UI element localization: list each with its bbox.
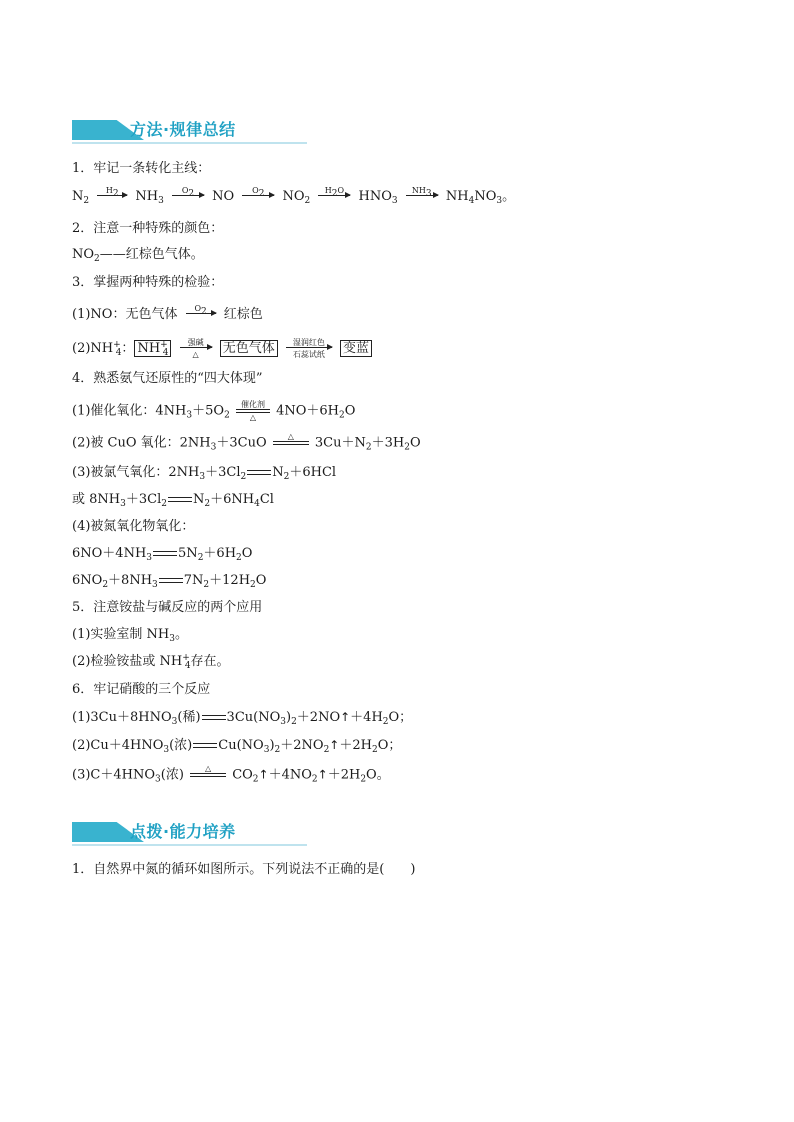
equation-line: $(2)Cu+4HNO_3$(浓) $Cu(NO_3)_2+2NO_2↑+2H_2O$； [72,738,402,755]
conversion-chain: $N_2$ $H_2$ $NH_3$ $O_2$ NO $O_2$ $NO_2$ $H_2O$ $HNO_3$ $NH_3$ $NH_4NO_3$。 [72,186,516,206]
equation-line: $6NO_2+8NH_3$ $7N_2+12H_2O$ [72,573,267,590]
boxed-term: 无色气体 [220,340,278,357]
section-title: 点拨·能力培养 [130,822,236,841]
text-line: (1)实验室制 $NH_3$。 [72,627,189,644]
text-line: (4)被氮氧化物氧化： [72,519,195,534]
text-line: 1．牢记一条转化主线： [72,161,211,176]
question-1: 1．自然界中氮的循环如图所示。下列说法不正确的是( ) [72,862,416,877]
equation-line: $(3)C+4HNO_3$(浓) △ $CO_2↑+4NO_2↑+2H_2O$。 [72,764,390,785]
text-line: 2．注意一种特殊的颜色： [72,221,224,236]
section-header-skills [72,822,307,846]
text-line: (2)检验铵盐或 $NH^+_4$存在。 [72,653,230,671]
equation-line: (1)催化氧化：$4NH_3+5O_2$ 催化剂 △ $4NO+6H_2O$ [72,400,356,422]
equation-line: $(1)3Cu+8HNO_3$(稀) $3Cu(NO_3)_2+2NO↑+4H_2O$； [72,710,413,727]
text-line: 5．注意铵盐与碱反应的两个应用 [72,600,263,615]
equation-line: 或 $8NH_3+3Cl_2$ $N_2+6NH_4Cl$ [72,492,274,509]
boxed-term: 变蓝 [340,340,372,357]
test-no-line: (1)NO：无色气体 $O_2$ 红棕色 [72,304,263,322]
text-line: $NO_2——$红棕色气体。 [72,247,204,264]
text-line: 3．掌握两种特殊的检验： [72,275,224,290]
equation-line: (3)被氯气氧化：$2NH_3+3Cl_2$ $N_2+6HCl$ [72,465,337,482]
section-underline [72,142,307,144]
test-nh4-line: $(2)NH^+_4$： $NH^+_4$ 强碱 △ 无色气体 湿润红色 石蕊试纸 变蓝 [72,338,372,359]
section-underline [72,844,307,846]
section-header-method [72,120,307,144]
text-line: 4．熟悉氨气还原性的“四大体现” [72,371,263,386]
equation-line: (2)被 CuO 氧化：$2NH_3+3CuO$ △ $3Cu+N_2+3H_2O$ [72,432,421,453]
section-title: 方法·规律总结 [130,120,236,139]
equation-line: $6NO+4NH_3$ $5N_2+6H_2O$ [72,546,253,563]
boxed-term: $NH^+_4$ [134,340,171,357]
text-line: 6．牢记硝酸的三个反应 [72,682,211,697]
